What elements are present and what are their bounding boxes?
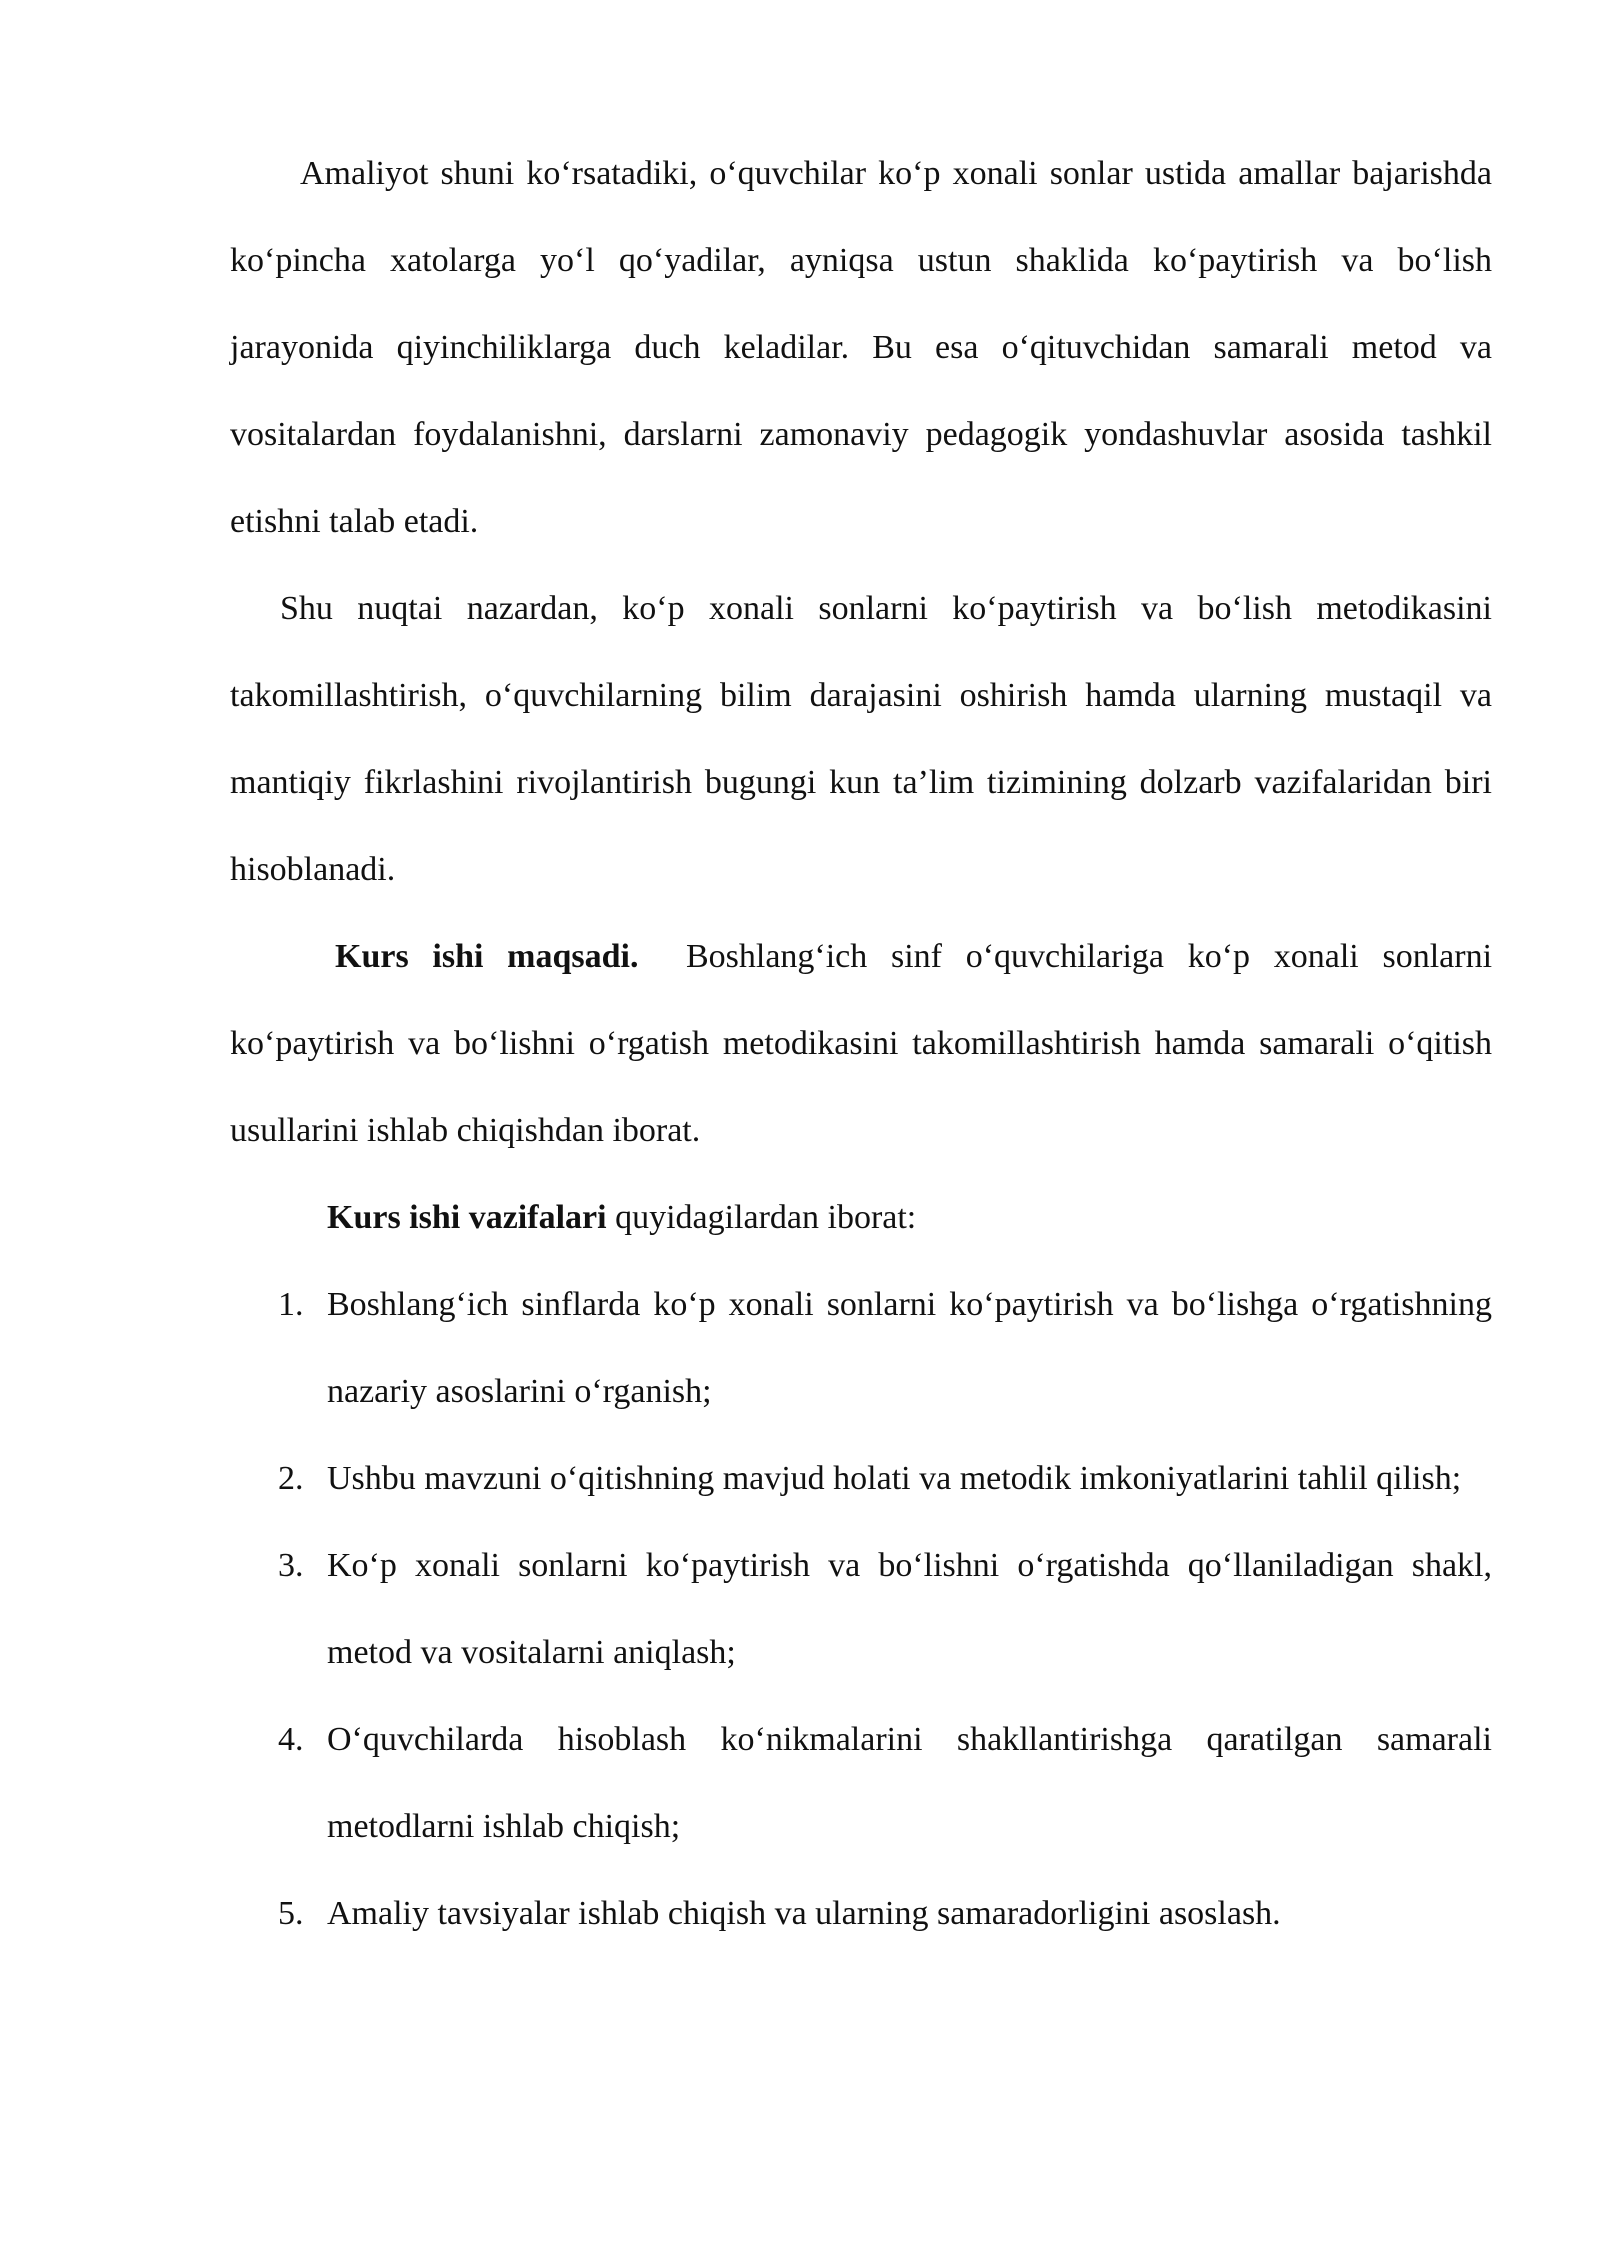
- tasks-label: Kurs ishi vazifalari: [327, 1199, 607, 1236]
- task-number: 4.: [278, 1721, 304, 1758]
- task-number: 3.: [278, 1547, 304, 1584]
- task-text: O‘quvchilarda hisoblash ko‘nikmalarini shakllantirishga qaratilgan samarali metodlarni ishlab chiqish;: [327, 1721, 1492, 1845]
- paragraph-practice: Amaliyot shuni ko‘rsatadiki, o‘quvchilar ko‘p xonali sonlar ustida amallar bajarishda ko‘pincha xatolarga yo‘l qo‘yadilar, ayniqsa ustun shaklida ko‘paytirish va bo‘lish jarayonida qiyinchiliklarga duch keladilar. Bu esa o‘qituvchidan samarali metod va vositalardan foydalanishni, darslarni zamonaviy pedagogik yondashuvlar asosida tashkil etishni talab etadi.: [230, 155, 1492, 540]
- goal-label: Kurs ishi maqsadi.: [335, 938, 639, 975]
- tasks-list: [230, 1261, 1492, 1957]
- paragraph-relevance: Shu nuqtai nazardan, ko‘p xonali sonlarni ko‘paytirish va bo‘lish metodikasini takomillashtirish, o‘quvchilarning bilim darajasini oshirish hamda ularning mustaqil va mantiqiy fikrlashini rivojlantirish bugungi kun ta’lim tizimining dolzarb vazifalaridan biri hisoblanadi.: [230, 590, 1492, 888]
- paragraph-goal: [230, 913, 1492, 1174]
- task-item: [230, 1435, 1492, 1522]
- task-item: [230, 1696, 1492, 1870]
- task-text: Ushbu mavzuni o‘qitishning mavjud holati va metodik imkoniyatlarini tahlil qilish;: [327, 1460, 1462, 1497]
- task-text: Amaliy tavsiyalar ishlab chiqish va ularning samaradorligini asoslash.: [327, 1895, 1281, 1932]
- goal-text: Boshlang‘ich sinf o‘quvchilariga ko‘p xonali sonlarni ko‘paytirish va bo‘lishni o‘rgatish metodikasini takomillashtirish hamda samarali o‘qitish usullarini ishlab chiqishdan iborat.: [230, 938, 1493, 1149]
- task-number: 1.: [278, 1286, 304, 1323]
- task-text: Boshlang‘ich sinflarda ko‘p xonali sonlarni ko‘paytirish va bo‘lishga o‘rgatishning nazariy asoslarini o‘rganish;: [327, 1286, 1492, 1410]
- task-item: [230, 1522, 1492, 1696]
- task-number: 5.: [278, 1895, 304, 1932]
- document-body: [230, 130, 1492, 1957]
- task-item: [230, 1870, 1492, 1957]
- task-item: [230, 1261, 1492, 1435]
- tasks-intro-text: quyidagilardan iborat:: [615, 1199, 917, 1236]
- task-text: Ko‘p xonali sonlarni ko‘paytirish va bo‘lishni o‘rgatishda qo‘llaniladigan shakl, metod va vositalarni aniqlash;: [327, 1547, 1492, 1671]
- task-number: 2.: [278, 1460, 304, 1497]
- paragraph-tasks-intro: [230, 1174, 1492, 1261]
